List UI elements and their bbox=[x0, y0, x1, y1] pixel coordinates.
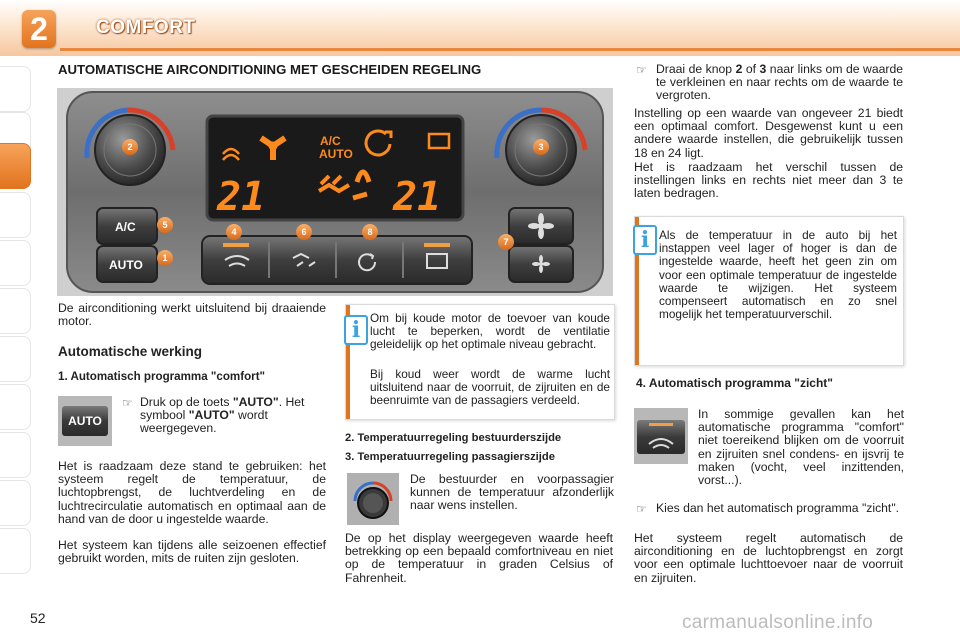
callout-7: 7 bbox=[503, 237, 509, 247]
watermark: carmanualsonline.info bbox=[682, 612, 874, 633]
bullet-icon: ☞ bbox=[122, 396, 133, 410]
display-mode-auto: AUTO bbox=[319, 147, 353, 161]
item1-bullet: Druk op de toets "AUTO". Het symbool "AUTO" wordt weergegeven. bbox=[140, 395, 305, 436]
windscreen-icon bbox=[637, 420, 685, 454]
right-paragraph-1: Instelling op een waarde van ongeveer 21 biedt een optimaal comfort. Desgewenst kunt u een andere waarde instellen, die gebruikelijk tussen 18 en 24 ligt. bbox=[634, 106, 903, 160]
left-paragraph-1: Het is raadzaam deze stand te gebruiken: het systeem regelt de temperatuur, de luchtopbrengst, de luchtverdeling en de luchtrecirculatie automatisch en optimaal aan de hand van de door u ingestelde waarde. bbox=[58, 459, 326, 526]
side-tab-active[interactable] bbox=[0, 143, 31, 189]
page-number: 52 bbox=[30, 610, 46, 626]
callout-2: 2 bbox=[127, 142, 133, 152]
visibility-text: In sommige gevallen kan het automatische programma "comfort" niet toereikend blijken om de voorruit en zijruiten snel condens- en ijsvrij te maken (vocht, veel inzittenden, vorst...). bbox=[698, 407, 904, 488]
ac-button-label: A/C bbox=[115, 220, 136, 234]
visibility-button-face bbox=[637, 420, 685, 454]
bullet-icon: ☞ bbox=[636, 502, 647, 516]
chapter-title: COMFORT bbox=[96, 17, 196, 38]
right-bullet-1: Draai de knop 2 of 3 naar links om de waarde te verkleinen en naar rechts om de waarde te vergroten. bbox=[656, 62, 903, 103]
temperature-knob-image bbox=[347, 473, 399, 525]
auto-button-label: AUTO bbox=[109, 258, 143, 272]
display-mode-ac: A/C bbox=[320, 134, 341, 148]
callout-3: 3 bbox=[538, 142, 544, 152]
bullet-icon: ☞ bbox=[636, 63, 647, 77]
callout-1: 1 bbox=[162, 253, 168, 263]
visibility-button-image bbox=[634, 408, 688, 464]
side-tab-6[interactable] bbox=[0, 288, 31, 334]
knob-text: De bestuurder en voorpassagier kunnen de temperatuur afzonderlijk naar wens instellen. bbox=[410, 472, 614, 513]
side-tab-4[interactable] bbox=[0, 192, 31, 238]
item2-title: 2. Temperatuurregeling bestuurderszijde bbox=[345, 432, 562, 444]
info-icon: i bbox=[633, 225, 657, 255]
callout-6: 6 bbox=[301, 227, 307, 237]
side-tab-7[interactable] bbox=[0, 336, 31, 382]
item1-title: 1. Automatisch programma "comfort" bbox=[58, 370, 266, 383]
middle-paragraph: De op het display weergegeven waarde heeft betrekking op een bepaald comfortniveau en niet op de temperatuur in graden Celsius of Fahrenheit. bbox=[345, 531, 613, 585]
climate-control-panel-image bbox=[57, 88, 613, 296]
callout-8: 8 bbox=[367, 227, 373, 237]
heading-automatic-operation: Automatische werking bbox=[58, 344, 203, 359]
info-box-temperature bbox=[634, 216, 904, 366]
auto-button-image-label: AUTO bbox=[62, 406, 108, 436]
callout-5: 5 bbox=[162, 220, 168, 230]
left-paragraph-2: Het systeem kan tijdens alle seizoenen effectief gebruikt worden, mits de ruiten zijn gesloten. bbox=[58, 538, 326, 566]
display-right-temp: 21 bbox=[393, 174, 442, 220]
info-text-2: Bij koud weer wordt de warme lucht uitsluitend naar de voorruit, de zijruiten en de beenruimte van de passagiers verdeeld. bbox=[370, 367, 610, 408]
info-icon: i bbox=[344, 315, 368, 345]
intro-text: De airconditioning werkt uitsluitend bij draaiende motor. bbox=[58, 301, 326, 329]
side-tab-8[interactable] bbox=[0, 384, 31, 430]
display-left-temp: 21 bbox=[217, 174, 266, 220]
info-box-cold-engine bbox=[345, 304, 615, 420]
right-paragraph-3: Het systeem regelt automatisch de airconditioning en de luchtopbrengst en zorgt voor een optimale luchttoevoer naar de voorruit en zijruiten. bbox=[634, 531, 903, 585]
section-title: AUTOMATISCHE AIRCONDITIONING MET GESCHEIDEN REGELING bbox=[58, 62, 482, 77]
chapter-number-badge: 2 bbox=[22, 10, 56, 48]
side-tab-10[interactable] bbox=[0, 480, 31, 526]
right-bullet-2: Kies dan het automatisch programma "zicht". bbox=[656, 501, 900, 515]
info-text-1: Om bij koude motor de toevoer van koude lucht te beperken, wordt de ventilatie geleidelijk op het optimale niveau gebracht. bbox=[370, 311, 610, 352]
auto-button-image bbox=[58, 396, 112, 446]
side-tab-1[interactable] bbox=[0, 66, 31, 112]
item3-title: 3. Temperatuurregeling passagierszijde bbox=[345, 451, 555, 463]
header-rule bbox=[60, 48, 960, 51]
info-text: Als de temperatuur in de auto bij het instappen veel lager of hoger is dan de ingestelde waarde, heeft het geen zin om voor een optimale temperatuur de ingestelde waarde te wijzigen. Het systeem compenseert automatisch en zo snel mogelijk het temperatuurverschil. bbox=[659, 228, 897, 322]
right-paragraph-2: Het is raadzaam het verschil tussen de instellingen links en rechts niet meer dan 3 te laten bedragen. bbox=[634, 160, 903, 201]
side-tab-9[interactable] bbox=[0, 432, 31, 478]
side-tab-5[interactable] bbox=[0, 240, 31, 286]
callout-4: 4 bbox=[231, 227, 237, 237]
side-tab-11[interactable] bbox=[0, 528, 31, 574]
item4-title: 4. Automatisch programma "zicht" bbox=[636, 376, 833, 390]
